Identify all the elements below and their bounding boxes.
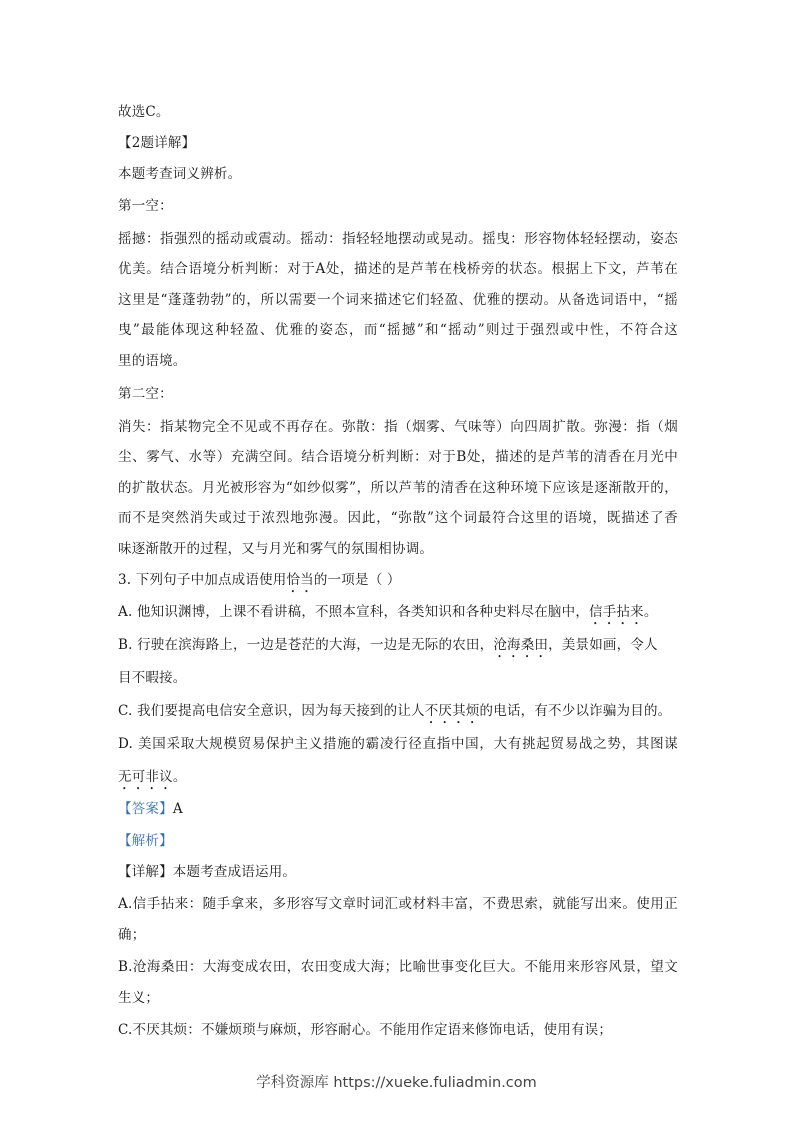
conclusion-line: 故选C。 [118,104,170,120]
option-d-line-2: 无可非议。 [118,769,187,785]
blank-1-paragraph-line: 里的语境。 [118,353,187,369]
emphasized-word: 恰当 [286,572,314,588]
analysis-b-line-2: 生义； [118,990,160,1006]
emphasized-idiom: 沧海桑田 [493,637,549,653]
blank-2-paragraph-line: 消失：指某物完全不见或不再存在。弥散：指（烟雾、气味等）向四周扩散。弥漫：指（烟 [118,419,678,435]
analysis-c-line-1: C.不厌其烦：不嫌烦琐与麻烦，形容耐心。不能用作定语来修饰电话，使用有误； [118,1022,613,1038]
answer-line [118,797,183,817]
answer-value: A [172,801,183,817]
analysis-tag: 【解析】 [118,833,173,849]
blank-2-paragraph-line: 的扩散状态。月光被形容为“如纱似雾”，所以芦苇的清香在这种环境下应该是逐渐散开的， [118,480,678,496]
option-b-line-1: B. 行驶在滨海路上，一边是苍茫的大海，一边是无际的农田，沧海桑田，美景如画，令人 [118,637,658,653]
detail-heading: 【详解】本题考查成语运用。 [118,864,297,880]
blank-1-paragraph-line: 优美。结合语境分析判断：对于A处，描述的是芦苇在栈桥旁的状态。根据上下文，芦苇在 [118,261,678,277]
option-b-line-2: 目不暇接。 [118,670,187,686]
blank-2-paragraph-line: 而不是突然消失或过于浓烈地弥漫。因此，“弥散”这个词最符合这里的语境，既描述了香 [118,510,678,526]
option-c: C. 我们要提高电信安全意识，因为每天接到的让人不厌其烦的电话，有不少以诈骗为目的。 [118,703,672,719]
emphasized-idiom: 不厌其烦 [424,703,480,719]
question-3-stem: 3. 下列句子中加点成语使用恰当的一项是（ ） [118,572,401,588]
blank-1-heading: 第一空： [118,198,173,214]
emphasized-idiom: 信手拈来 [589,604,644,620]
footer-watermark: 学科资源库 https://xueke.fuliadmin.com [256,1075,537,1091]
blank-2-paragraph-line: 尘、雾气、水等）充满空间。结合语境分析判断：对于B处，描述的是芦苇的清香在月光中 [118,449,678,465]
blank-1-paragraph-line: 摇撼：指强烈的摇动或震动。摇动：指轻轻地摆动或晃动。摇曳：形容物体轻轻摆动，姿态 [118,231,678,247]
option-a: A. 他知识渊博，上课不看讲稿，不照本宣科，各类知识和各种史料尽在脑中，信手拈来。 [118,604,658,620]
q2-topic: 本题考查词义辨析。 [118,166,242,182]
emphasized-idiom: 无可非议 [118,769,173,785]
section-heading-q2: 【2题详解】 [118,135,196,151]
analysis-b-line-1: B.沧海桑田：大海变成农田，农田变成大海；比喻世事变化巨大。不能用来形容风景，望文 [118,959,678,975]
analysis-a-line-1: A.信手拈来：随手拿来，多形容写文章时词汇或材料丰富，不费思索，就能写出来。使用正 [118,896,678,912]
blank-2-paragraph-line: 味逐渐散开的过程，又与月光和雾气的氛围相协调。 [118,541,434,557]
blank-1-paragraph-line: 这里是“蓬蓬勃勃”的，所以需要一个词来描述它们轻盈、优雅的摆动。从备选词语中，“摇 [118,292,678,308]
blank-1-paragraph-line: 曳”最能体现这种轻盈、优雅的姿态，而“摇撼”和“摇动”则过于强烈或中性，不符合这 [118,322,678,338]
analysis-a-line-2: 确； [118,927,146,943]
answer-tag: 【答案】 [118,801,173,817]
blank-2-heading: 第二空： [118,386,173,402]
option-d-line-1: D. 美国采取大规模贸易保护主义措施的霸凌行径直指中国，大有挑起贸易战之势，其图谋 [118,736,678,752]
